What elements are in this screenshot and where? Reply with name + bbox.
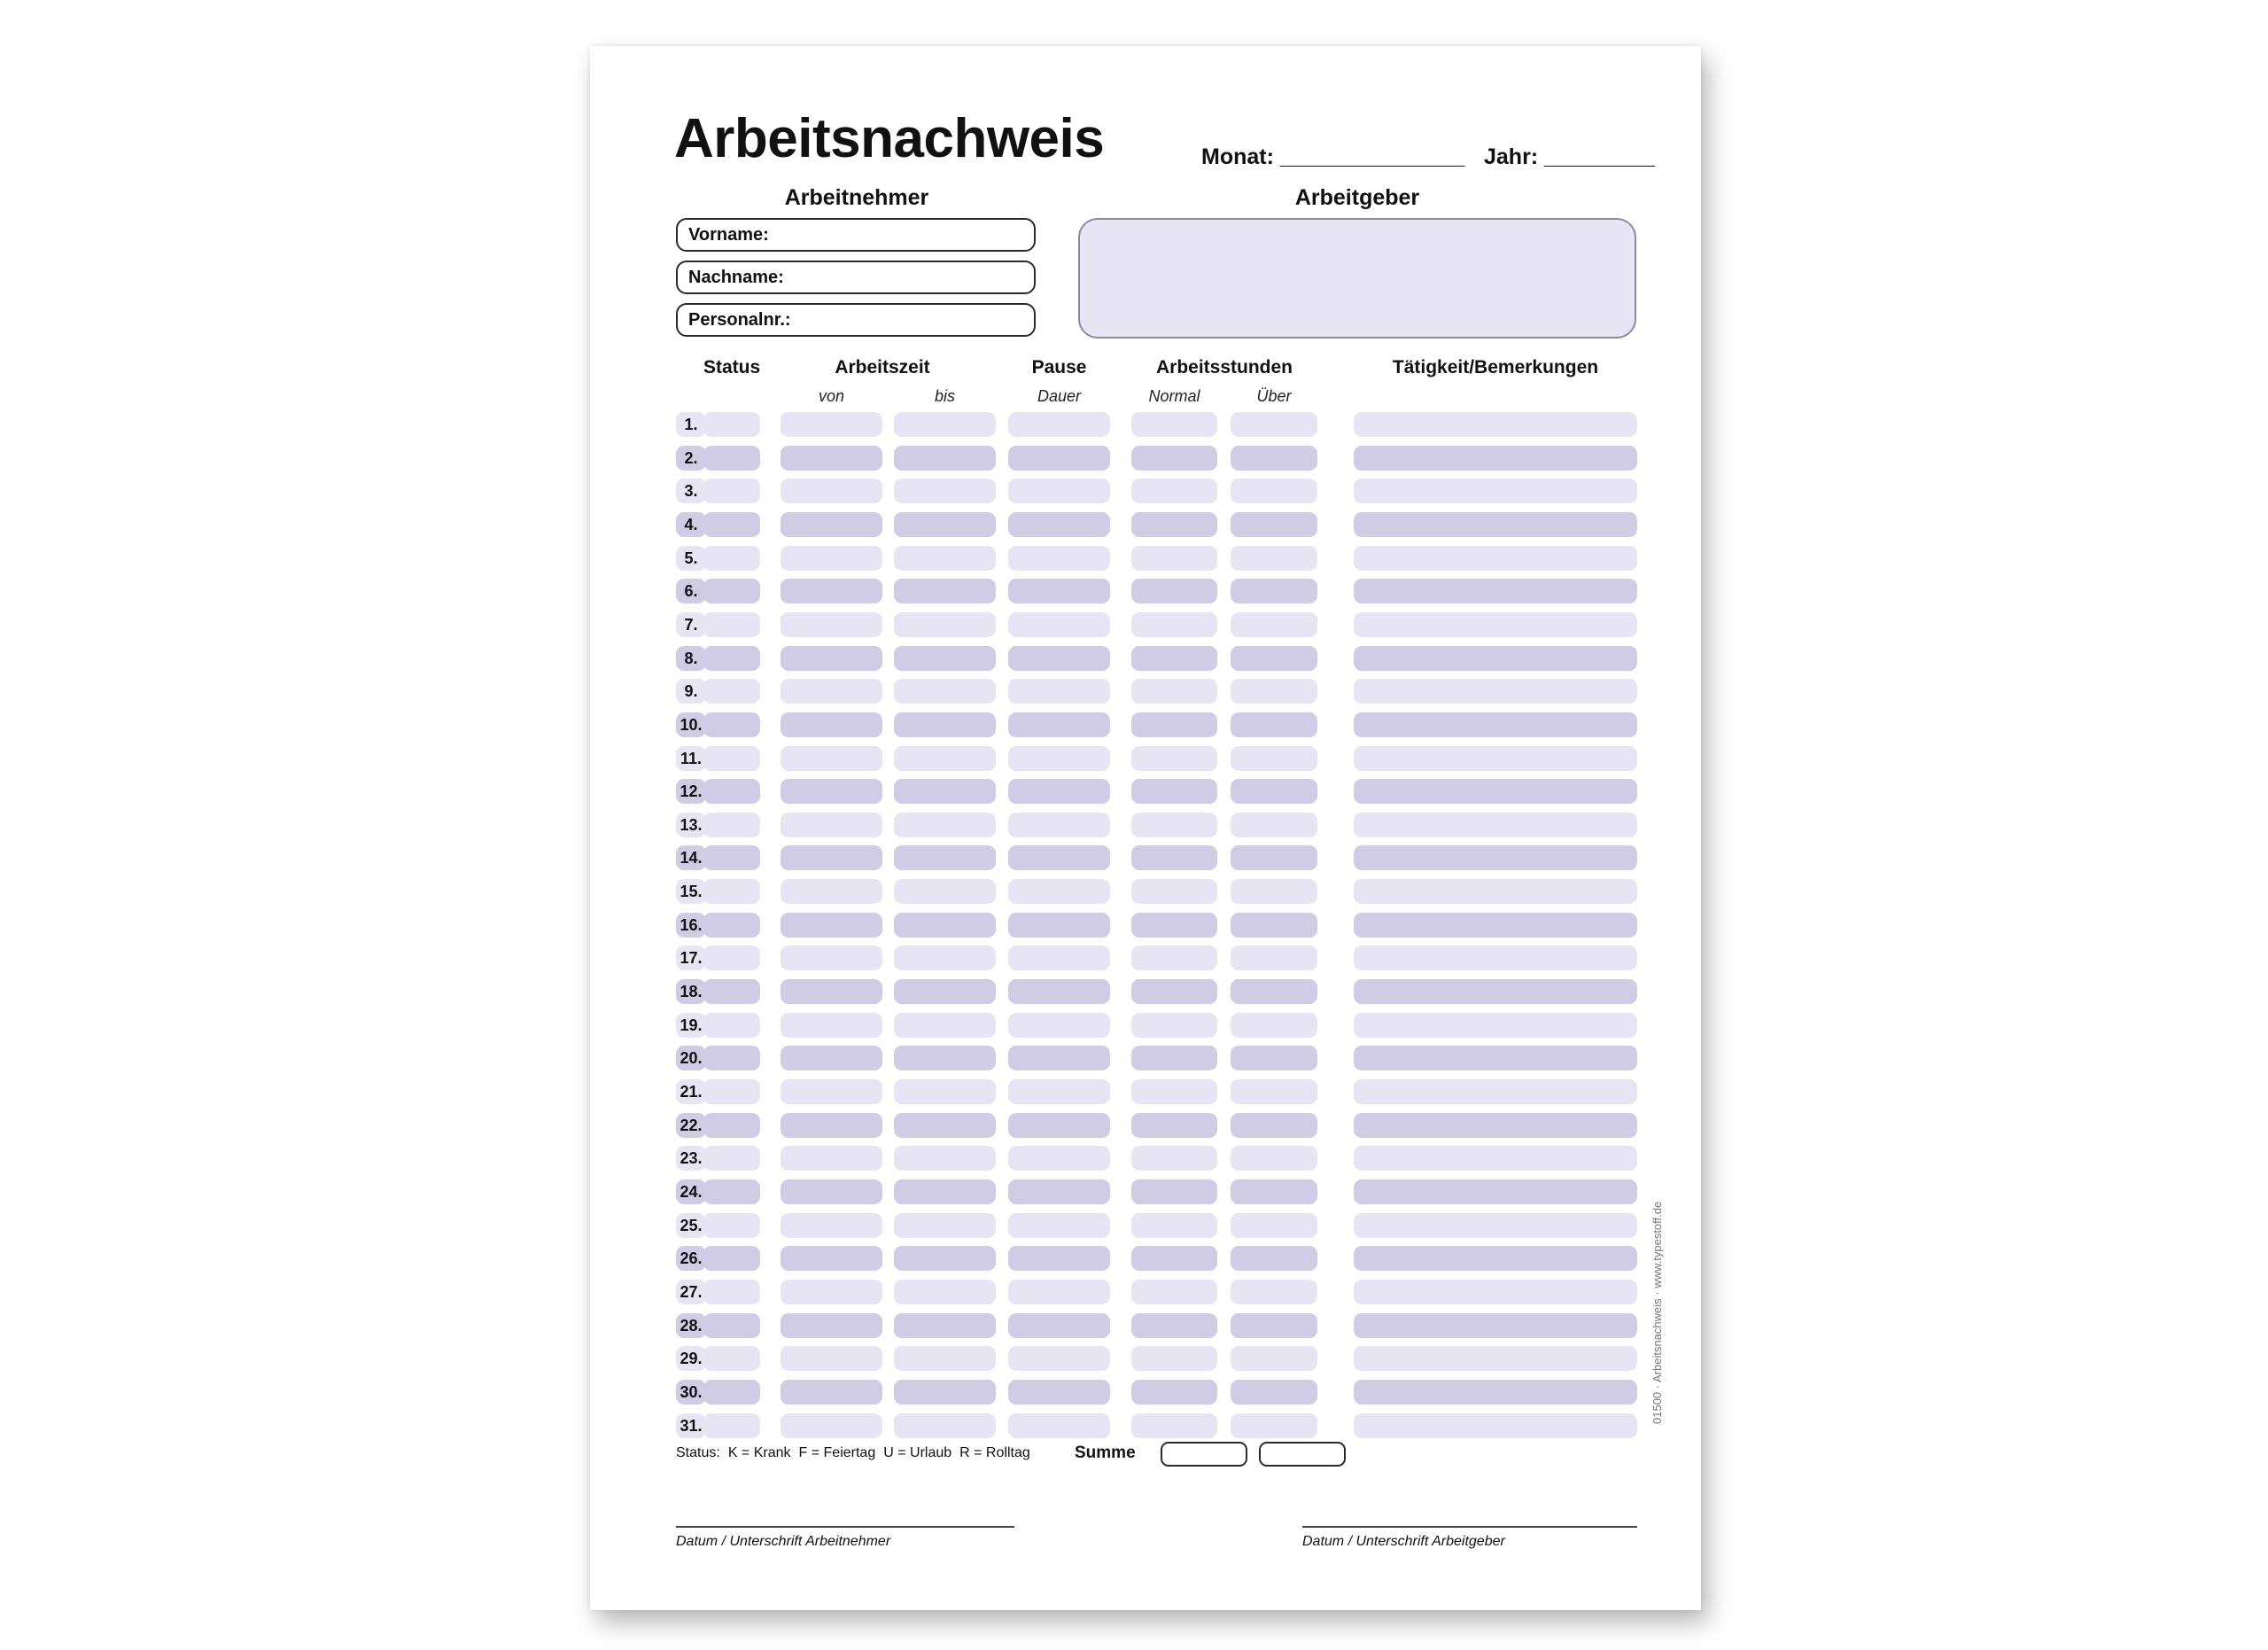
normal-hours-cell[interactable]: [1131, 612, 1217, 637]
activity-cell[interactable]: [1354, 779, 1637, 804]
to-time-cell[interactable]: [894, 712, 996, 737]
from-time-cell[interactable]: [781, 1380, 882, 1405]
overtime-hours-cell[interactable]: [1231, 1079, 1317, 1104]
to-time-cell[interactable]: [894, 913, 996, 938]
normal-hours-cell[interactable]: [1131, 1079, 1217, 1104]
from-time-cell[interactable]: [781, 1313, 882, 1338]
status-cell[interactable]: [703, 1380, 760, 1405]
from-time-cell[interactable]: [781, 913, 882, 938]
pause-duration-cell[interactable]: [1008, 946, 1110, 970]
to-time-cell[interactable]: [894, 779, 996, 804]
overtime-hours-cell[interactable]: [1231, 446, 1317, 471]
from-time-cell[interactable]: [781, 712, 882, 737]
pause-duration-cell[interactable]: [1008, 646, 1110, 671]
normal-hours-cell[interactable]: [1131, 1046, 1217, 1070]
overtime-hours-cell[interactable]: [1231, 779, 1317, 804]
normal-subheader: Normal: [1148, 387, 1200, 405]
normal-hours-cell[interactable]: [1131, 646, 1217, 671]
status-cell[interactable]: [703, 579, 760, 603]
pause-duration-cell[interactable]: [1008, 1013, 1110, 1038]
overtime-hours-cell[interactable]: [1231, 712, 1317, 737]
overtime-hours-cell[interactable]: [1231, 479, 1317, 503]
status-cell[interactable]: [703, 746, 760, 771]
row-number: 12.: [676, 779, 706, 804]
pause-duration-cell[interactable]: [1008, 913, 1110, 938]
from-time-cell[interactable]: [781, 979, 882, 1004]
from-time-cell[interactable]: [781, 579, 882, 603]
to-time-cell[interactable]: [894, 1280, 996, 1304]
to-time-cell[interactable]: [894, 612, 996, 637]
row-number: 24.: [676, 1179, 706, 1204]
pause-duration-cell[interactable]: [1008, 512, 1110, 537]
overtime-hours-cell[interactable]: [1231, 1413, 1317, 1438]
to-time-cell[interactable]: [894, 1313, 996, 1338]
pause-duration-cell[interactable]: [1008, 546, 1110, 571]
overtime-hours-cell[interactable]: [1231, 412, 1317, 437]
to-time-cell[interactable]: [894, 1013, 996, 1038]
to-time-cell[interactable]: [894, 845, 996, 870]
to-time-cell[interactable]: [894, 1146, 996, 1171]
pause-duration-cell[interactable]: [1008, 679, 1110, 704]
from-time-cell[interactable]: [781, 1113, 882, 1138]
activity-cell[interactable]: [1354, 1413, 1637, 1438]
pause-duration-cell[interactable]: [1008, 1146, 1110, 1171]
status-cell[interactable]: [703, 646, 760, 671]
from-time-cell[interactable]: [781, 746, 882, 771]
activity-cell[interactable]: [1354, 1146, 1637, 1171]
status-legend: [676, 1445, 1038, 1461]
normal-hours-cell[interactable]: [1131, 1246, 1217, 1271]
row-number: 9.: [676, 679, 706, 704]
first-name-field[interactable]: Vorname:: [676, 218, 1036, 252]
from-subheader: von: [818, 387, 845, 405]
overtime-hours-cell[interactable]: [1231, 1146, 1317, 1171]
activity-cell[interactable]: [1354, 1179, 1637, 1204]
from-time-cell[interactable]: [781, 446, 882, 471]
status-cell[interactable]: [703, 845, 760, 870]
employer-section-title: Arbeitgeber: [1294, 185, 1420, 210]
row-number: 14.: [676, 845, 706, 870]
row-number: 3.: [676, 479, 706, 503]
from-time-cell[interactable]: [781, 1179, 882, 1204]
activity-cell[interactable]: [1354, 1113, 1637, 1138]
overtime-hours-cell[interactable]: [1231, 512, 1317, 537]
normal-hours-cell[interactable]: [1131, 1179, 1217, 1204]
activity-cell[interactable]: [1354, 946, 1637, 970]
pause-duration-cell[interactable]: [1008, 979, 1110, 1004]
normal-hours-cell[interactable]: [1131, 479, 1217, 503]
normal-hours-cell[interactable]: [1131, 845, 1217, 870]
status-cell[interactable]: [703, 679, 760, 704]
overtime-hours-cell[interactable]: [1231, 746, 1317, 771]
row-number: 10.: [676, 712, 706, 737]
status-cell[interactable]: [703, 1179, 760, 1204]
status-cell[interactable]: [703, 712, 760, 737]
from-time-cell[interactable]: [781, 1046, 882, 1070]
overtime-hours-cell[interactable]: [1231, 1380, 1317, 1405]
activity-cell[interactable]: [1354, 913, 1637, 938]
from-time-cell[interactable]: [781, 1346, 882, 1371]
to-time-cell[interactable]: [894, 1246, 996, 1271]
activity-cell[interactable]: [1354, 1313, 1637, 1338]
pause-duration-cell[interactable]: [1008, 1179, 1110, 1204]
status-cell[interactable]: [703, 1046, 760, 1070]
pause-duration-cell[interactable]: [1008, 845, 1110, 870]
overtime-hours-cell[interactable]: [1231, 612, 1317, 637]
normal-hours-cell[interactable]: [1131, 879, 1217, 904]
to-time-cell[interactable]: [894, 546, 996, 571]
row-number: 7.: [676, 612, 706, 637]
status-cell[interactable]: [703, 1280, 760, 1304]
status-cell[interactable]: [703, 779, 760, 804]
row-number: 13.: [676, 813, 706, 837]
from-time-cell[interactable]: [781, 612, 882, 637]
normal-hours-cell[interactable]: [1131, 1113, 1217, 1138]
worktime-column-header: Arbeitszeit: [835, 357, 930, 377]
to-time-cell[interactable]: [894, 479, 996, 503]
overtime-hours-cell[interactable]: [1231, 646, 1317, 671]
overtime-hours-cell[interactable]: [1231, 1113, 1317, 1138]
from-time-cell[interactable]: [781, 1280, 882, 1304]
normal-hours-cell[interactable]: [1131, 579, 1217, 603]
status-cell[interactable]: [703, 1113, 760, 1138]
status-legend-title: Status:: [676, 1445, 720, 1460]
status-cell[interactable]: [703, 1346, 760, 1371]
pause-duration-cell[interactable]: [1008, 1246, 1110, 1271]
row-number: 21.: [676, 1079, 706, 1104]
status-cell[interactable]: [703, 1246, 760, 1271]
status-cell[interactable]: [703, 546, 760, 571]
row-number: 5.: [676, 546, 706, 571]
to-time-cell[interactable]: [894, 1413, 996, 1438]
activity-cell[interactable]: [1354, 646, 1637, 671]
row-number: 20.: [676, 1046, 706, 1070]
from-time-cell[interactable]: [781, 546, 882, 571]
form-sheet: [590, 46, 1701, 1610]
to-time-cell[interactable]: [894, 813, 996, 837]
to-time-cell[interactable]: [894, 412, 996, 437]
activity-cell[interactable]: [1354, 712, 1637, 737]
activity-cell[interactable]: [1354, 1046, 1637, 1070]
pause-duration-cell[interactable]: [1008, 1213, 1110, 1238]
hours-column-header: Arbeitsstunden: [1155, 357, 1293, 377]
status-cell[interactable]: [703, 479, 760, 503]
activity-cell[interactable]: [1354, 446, 1637, 471]
status-cell[interactable]: [703, 1146, 760, 1171]
row-number: 8.: [676, 646, 706, 671]
from-time-cell[interactable]: [781, 1013, 882, 1038]
row-number: 26.: [676, 1246, 706, 1271]
to-time-cell[interactable]: [894, 1113, 996, 1138]
to-time-cell[interactable]: [894, 579, 996, 603]
normal-hours-cell[interactable]: [1131, 1146, 1217, 1171]
to-time-cell[interactable]: [894, 1179, 996, 1204]
from-time-cell[interactable]: [781, 1413, 882, 1438]
overtime-hours-cell[interactable]: [1231, 1046, 1317, 1070]
pause-duration-cell[interactable]: [1008, 1413, 1110, 1438]
status-krank: K = Krank: [727, 1445, 791, 1460]
from-time-cell[interactable]: [781, 1213, 882, 1238]
pause-duration-cell[interactable]: [1008, 446, 1110, 471]
row-number: 1.: [676, 412, 706, 437]
from-time-cell[interactable]: [781, 879, 882, 904]
normal-hours-cell[interactable]: [1131, 979, 1217, 1004]
normal-hours-cell[interactable]: [1131, 1013, 1217, 1038]
overtime-hours-cell[interactable]: [1231, 1313, 1317, 1338]
employee-signature-label: Datum / Unterschrift Arbeitnehmer: [676, 1534, 891, 1549]
to-time-cell[interactable]: [894, 1380, 996, 1405]
from-time-cell[interactable]: [781, 479, 882, 503]
row-number: 23.: [676, 1146, 706, 1171]
pause-duration-cell[interactable]: [1008, 612, 1110, 637]
status-feiertag: F = Feiertag: [798, 1445, 876, 1460]
activity-cell[interactable]: [1354, 1380, 1637, 1405]
pause-duration-cell[interactable]: [1008, 1113, 1110, 1138]
status-cell[interactable]: [703, 446, 760, 471]
status-cell[interactable]: [703, 879, 760, 904]
pause-duration-cell[interactable]: [1008, 579, 1110, 603]
to-time-cell[interactable]: [894, 946, 996, 970]
sum-label: Summe: [1075, 1444, 1136, 1462]
status-cell[interactable]: [703, 979, 760, 1004]
status-cell[interactable]: [703, 412, 760, 437]
status-cell[interactable]: [703, 512, 760, 537]
activity-cell[interactable]: [1354, 979, 1637, 1004]
row-number: 18.: [676, 979, 706, 1004]
status-rolltag: R = Rolltag: [959, 1445, 1030, 1460]
status-cell[interactable]: [703, 612, 760, 637]
status-cell[interactable]: [703, 913, 760, 938]
pause-duration-cell[interactable]: [1008, 746, 1110, 771]
status-cell[interactable]: [703, 1413, 760, 1438]
last-name-field[interactable]: Nachname:: [676, 261, 1036, 294]
employer-signature-line[interactable]: [1302, 1526, 1637, 1528]
pause-duration-cell[interactable]: [1008, 1346, 1110, 1371]
overtime-hours-cell[interactable]: [1231, 1179, 1317, 1204]
normal-hours-cell[interactable]: [1131, 679, 1217, 704]
publisher-credit: 01500 · Arbeitsnachweis · www.typestoff.de: [1651, 1201, 1664, 1424]
employee-section-title: Arbeitnehmer: [784, 185, 929, 210]
pause-duration-cell[interactable]: [1008, 779, 1110, 804]
status-cell[interactable]: [703, 946, 760, 970]
activity-cell[interactable]: [1354, 1346, 1637, 1371]
from-time-cell[interactable]: [781, 512, 882, 537]
to-time-cell[interactable]: [894, 979, 996, 1004]
status-cell[interactable]: [703, 1079, 760, 1104]
pause-duration-cell[interactable]: [1008, 479, 1110, 503]
overtime-hours-cell[interactable]: [1231, 879, 1317, 904]
normal-hours-cell[interactable]: [1131, 446, 1217, 471]
pause-duration-cell[interactable]: [1008, 879, 1110, 904]
to-time-cell[interactable]: [894, 646, 996, 671]
row-number: 30.: [676, 1380, 706, 1405]
from-time-cell[interactable]: [781, 845, 882, 870]
activity-cell[interactable]: [1354, 1013, 1637, 1038]
overtime-hours-cell[interactable]: [1231, 1246, 1317, 1271]
overtime-hours-cell[interactable]: [1231, 845, 1317, 870]
pause-duration-cell[interactable]: [1008, 412, 1110, 437]
pause-duration-cell[interactable]: [1008, 813, 1110, 837]
from-time-cell[interactable]: [781, 779, 882, 804]
activity-cell[interactable]: [1354, 1280, 1637, 1304]
from-time-cell[interactable]: [781, 946, 882, 970]
activity-cell[interactable]: [1354, 479, 1637, 503]
row-number: 15.: [676, 879, 706, 904]
overtime-hours-cell[interactable]: [1231, 913, 1317, 938]
to-time-cell[interactable]: [894, 1346, 996, 1371]
overtime-hours-cell[interactable]: [1231, 1346, 1317, 1371]
activity-cell[interactable]: [1354, 579, 1637, 603]
activity-cell[interactable]: [1354, 546, 1637, 571]
from-time-cell[interactable]: [781, 412, 882, 437]
to-time-cell[interactable]: [894, 512, 996, 537]
month-field-label: Monat: _______________: [1201, 144, 1465, 169]
activity-cell[interactable]: [1354, 879, 1637, 904]
normal-hours-cell[interactable]: [1131, 746, 1217, 771]
form-title: Arbeitsnachweis: [674, 108, 1105, 169]
normal-hours-cell[interactable]: [1131, 913, 1217, 938]
pause-duration-cell[interactable]: [1008, 1313, 1110, 1338]
activity-cell[interactable]: [1354, 679, 1637, 704]
to-time-cell[interactable]: [894, 1213, 996, 1238]
activity-cell[interactable]: [1354, 845, 1637, 870]
overtime-hours-cell[interactable]: [1231, 579, 1317, 603]
pause-duration-cell[interactable]: [1008, 712, 1110, 737]
row-number: 19.: [676, 1013, 706, 1038]
to-time-cell[interactable]: [894, 679, 996, 704]
to-time-cell[interactable]: [894, 446, 996, 471]
overtime-hours-cell[interactable]: [1231, 679, 1317, 704]
activity-cell[interactable]: [1354, 813, 1637, 837]
status-cell[interactable]: [703, 1313, 760, 1338]
employer-info-box[interactable]: [1078, 218, 1636, 339]
overtime-subheader: Über: [1256, 387, 1292, 405]
row-number: 16.: [676, 913, 706, 938]
from-time-cell[interactable]: [781, 646, 882, 671]
activity-cell[interactable]: [1354, 1079, 1637, 1104]
activity-cell[interactable]: [1354, 512, 1637, 537]
normal-hours-cell[interactable]: [1131, 1346, 1217, 1371]
row-number: 28.: [676, 1313, 706, 1338]
pause-duration-cell[interactable]: [1008, 1280, 1110, 1304]
to-time-cell[interactable]: [894, 746, 996, 771]
to-time-cell[interactable]: [894, 1046, 996, 1070]
overtime-hours-cell[interactable]: [1231, 979, 1317, 1004]
row-number: 4.: [676, 512, 706, 537]
row-number: 25.: [676, 1213, 706, 1238]
status-cell[interactable]: [703, 813, 760, 837]
normal-hours-cell[interactable]: [1131, 1213, 1217, 1238]
from-time-cell[interactable]: [781, 813, 882, 837]
to-subheader: bis: [934, 387, 955, 405]
normal-hours-cell[interactable]: [1131, 546, 1217, 571]
duration-subheader: Dauer: [1037, 387, 1082, 405]
activity-column-header: Tätigkeit/Bemerkungen: [1392, 357, 1599, 377]
overtime-hours-cell[interactable]: [1231, 946, 1317, 970]
status-cell[interactable]: [703, 1013, 760, 1038]
sum-normal-box[interactable]: [1161, 1442, 1247, 1467]
normal-hours-cell[interactable]: [1131, 779, 1217, 804]
row-number: 27.: [676, 1280, 706, 1304]
row-number: 2.: [676, 446, 706, 471]
pause-duration-cell[interactable]: [1008, 1380, 1110, 1405]
from-time-cell[interactable]: [781, 1146, 882, 1171]
overtime-hours-cell[interactable]: [1231, 1013, 1317, 1038]
to-time-cell[interactable]: [894, 1079, 996, 1104]
pause-column-header: Pause: [1031, 357, 1087, 377]
from-time-cell[interactable]: [781, 679, 882, 704]
from-time-cell[interactable]: [781, 1246, 882, 1271]
pause-duration-cell[interactable]: [1008, 1046, 1110, 1070]
personnel-number-field[interactable]: Personalnr.:: [676, 303, 1036, 337]
status-cell[interactable]: [703, 1213, 760, 1238]
row-number: 31.: [676, 1413, 706, 1438]
normal-hours-cell[interactable]: [1131, 1280, 1217, 1304]
normal-hours-cell[interactable]: [1131, 512, 1217, 537]
pause-duration-cell[interactable]: [1008, 1079, 1110, 1104]
normal-hours-cell[interactable]: [1131, 712, 1217, 737]
row-number: 22.: [676, 1113, 706, 1138]
employee-signature-line[interactable]: [676, 1526, 1014, 1528]
year-field-label: Jahr: _________: [1484, 144, 1656, 169]
normal-hours-cell[interactable]: [1131, 813, 1217, 837]
overtime-hours-cell[interactable]: [1231, 1280, 1317, 1304]
normal-hours-cell[interactable]: [1131, 1313, 1217, 1338]
activity-cell[interactable]: [1354, 1246, 1637, 1271]
row-number: 11.: [676, 746, 706, 771]
normal-hours-cell[interactable]: [1131, 1380, 1217, 1405]
normal-hours-cell[interactable]: [1131, 412, 1217, 437]
normal-hours-cell[interactable]: [1131, 1413, 1217, 1438]
from-time-cell[interactable]: [781, 1079, 882, 1104]
status-urlaub: U = Urlaub: [883, 1445, 952, 1460]
status-column-header: Status: [703, 357, 761, 377]
row-number: 6.: [676, 579, 706, 603]
employer-signature-label: Datum / Unterschrift Arbeitgeber: [1302, 1534, 1505, 1549]
activity-cell[interactable]: [1354, 746, 1637, 771]
sum-overtime-box[interactable]: [1259, 1442, 1346, 1467]
overtime-hours-cell[interactable]: [1231, 1213, 1317, 1238]
overtime-hours-cell[interactable]: [1231, 813, 1317, 837]
activity-cell[interactable]: [1354, 612, 1637, 637]
row-number: 29.: [676, 1346, 706, 1371]
activity-cell[interactable]: [1354, 412, 1637, 437]
normal-hours-cell[interactable]: [1131, 946, 1217, 970]
to-time-cell[interactable]: [894, 879, 996, 904]
activity-cell[interactable]: [1354, 1213, 1637, 1238]
row-number: 17.: [676, 946, 706, 970]
overtime-hours-cell[interactable]: [1231, 546, 1317, 571]
